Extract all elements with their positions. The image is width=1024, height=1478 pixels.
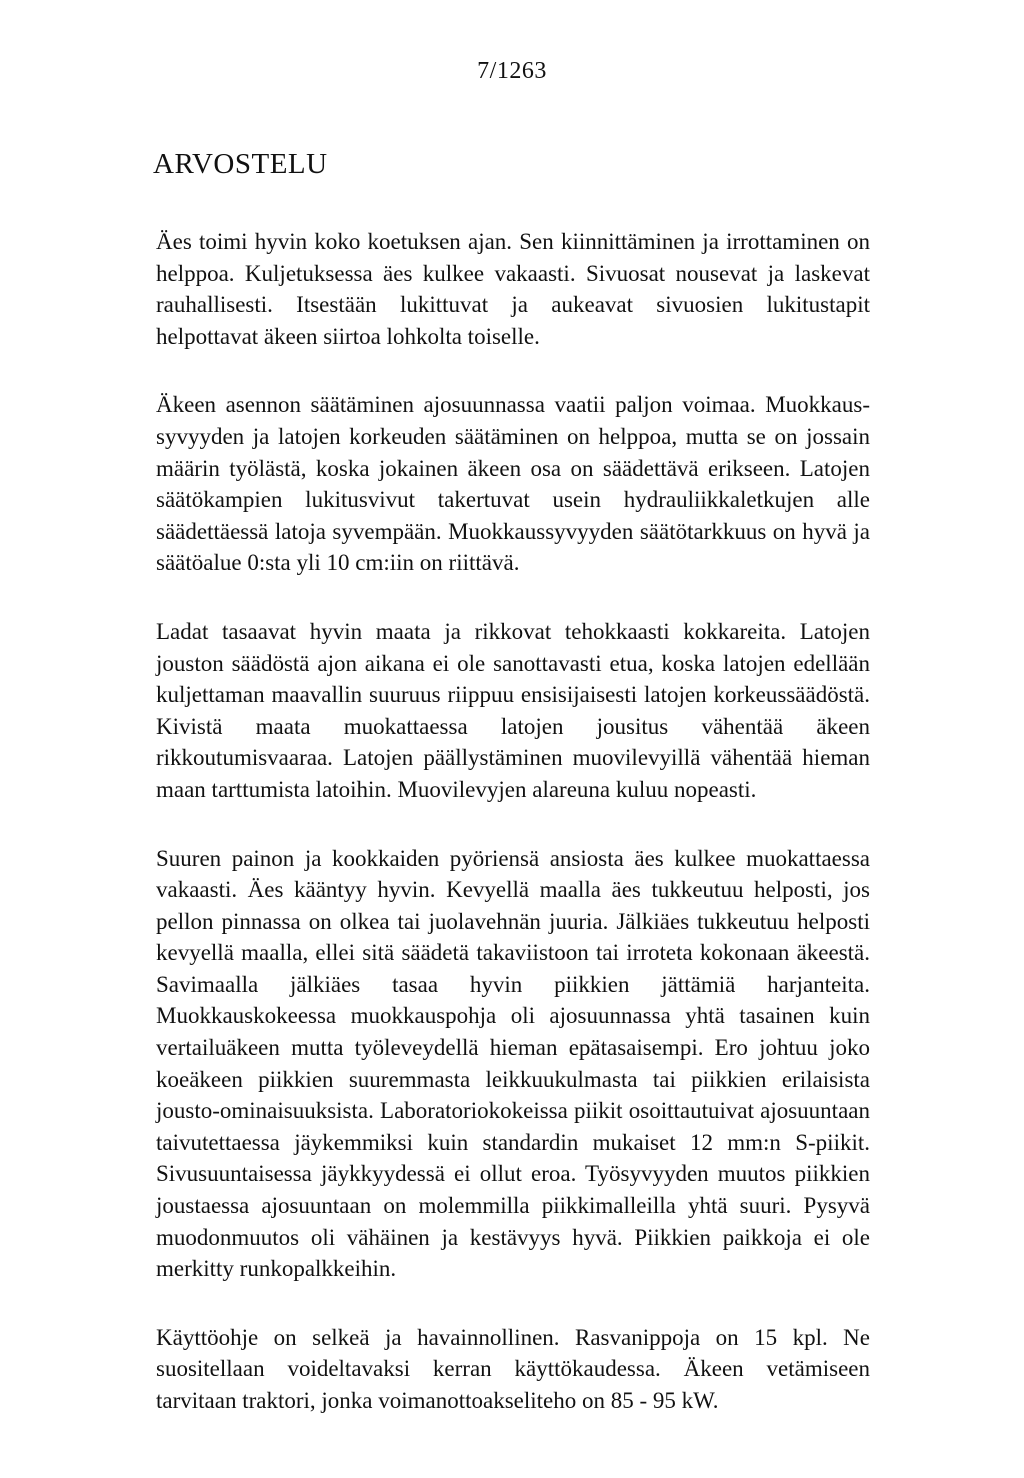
paragraph-levelling-boards: Ladat tasaavat hyvin maata ja rikkovat tehokkaasti kokkareita. Latojen jouston säädöstä ajon aikana ei ole sanottavasti etua, koska latojen edellään kuljettaman maavallin suuruus riippuu ensisijaisesti latojen korkeussäädöstä. Kivistä maata muokattaessa latojen jousitus vähentää äkeen rikkoutumisvaaraa. Latojen päällystäminen muovilevyillä vähentää hieman maan tarttumista latoihin. Muovilevyjen alareuna kuluu nopeasti.	[156, 618, 870, 802]
paragraph-working-performance: Suuren painon ja kookkaiden pyöriensä ansiosta äes kulkee muokattaessa vakaasti. Äes kääntyy hyvin. Kevyellä maalla äes tukkeutuu helposti, jos pellon pinnassa on olkea tai juolavehnän juuria. Jälkiäes tukkeutuu helposti kevyellä maalla, ellei sitä säädetä takaviistoon tai irroteta kokonaan äkeestä. Savimaalla jälkiäes tasaa hyvin piikkien jättämiä harjanteita. Muokkauskokeessa muokkauspohja oli ajosuunnassa yhtä tasainen kuin vertailuäkeen mutta työleveydellä hieman epätasaisempi. Ero johtuu joko koeäkeen piikkien suuremmasta leikkuukulmasta tai piikkien erilaisista jousto-ominaisuuksista. Laboratoriokokeissa piikit osoittautuivat ajosuuntaan taivutettaessa jäykemmiksi kuin standardin mukaiset 12 mm:n S-piikit. Sivusuuntaisessa jäykkyydessä ei ollut eroa. Työsyvyyden muutos piikkien joustaessa ajosuuntaan on molemmilla piikkimalleilla yhtä suuri. Pysyvä muodonmuutos oli vähäinen ja kestävyys hyvä. Piikkien paikkoja ei ole merkitty runkopalkkeihin.	[156, 845, 870, 1282]
body-text	[156, 226, 870, 1454]
page-number: 7/1263	[477, 58, 547, 84]
paragraph-manual-and-tractor: Käyttöohje on selkeä ja havainnollinen. Rasvanippoja on 15 kpl. Ne suositellaan voideltavaksi kerran käyttökaudessa. Äkeen vetämiseen tarvitaan traktori, jonka voimanottoakseliteho on 85 - 95 kW.	[156, 1324, 870, 1413]
paragraph-general-operation: Äes toimi hyvin koko koetuksen ajan. Sen kiinnittäminen ja irrottaminen on helppoa. Kuljetuksessa äes kulkee vakaasti. Sivuosat nousevat ja laskevat rauhallisesti. Itsestään lukittuvat ja aukeavat sivuosien lukitustapit helpottavat äkeen siirtoa lohkolta toiselle.	[156, 229, 870, 349]
paragraph-adjustment: Äkeen asennon säätäminen ajosuunnassa vaatii paljon voimaa. Muokkaussyvyyden ja latojen korkeuden säätäminen on helppoa, mutta se on jossain määrin työlästä, koska jokainen äkeen osa on säädettävä erikseen. Latojen säätökampien lukitusvivut takertuvat usein hydrauliikkaletkujen alle säädettäessä latoja syvempään. Muokkaussyvyyden säätötarkkuus on hyvä ja säätöalue 0:sta yli 10 cm:iin on riittävä.	[156, 392, 870, 576]
section-heading: ARVOSTELU	[153, 148, 328, 180]
